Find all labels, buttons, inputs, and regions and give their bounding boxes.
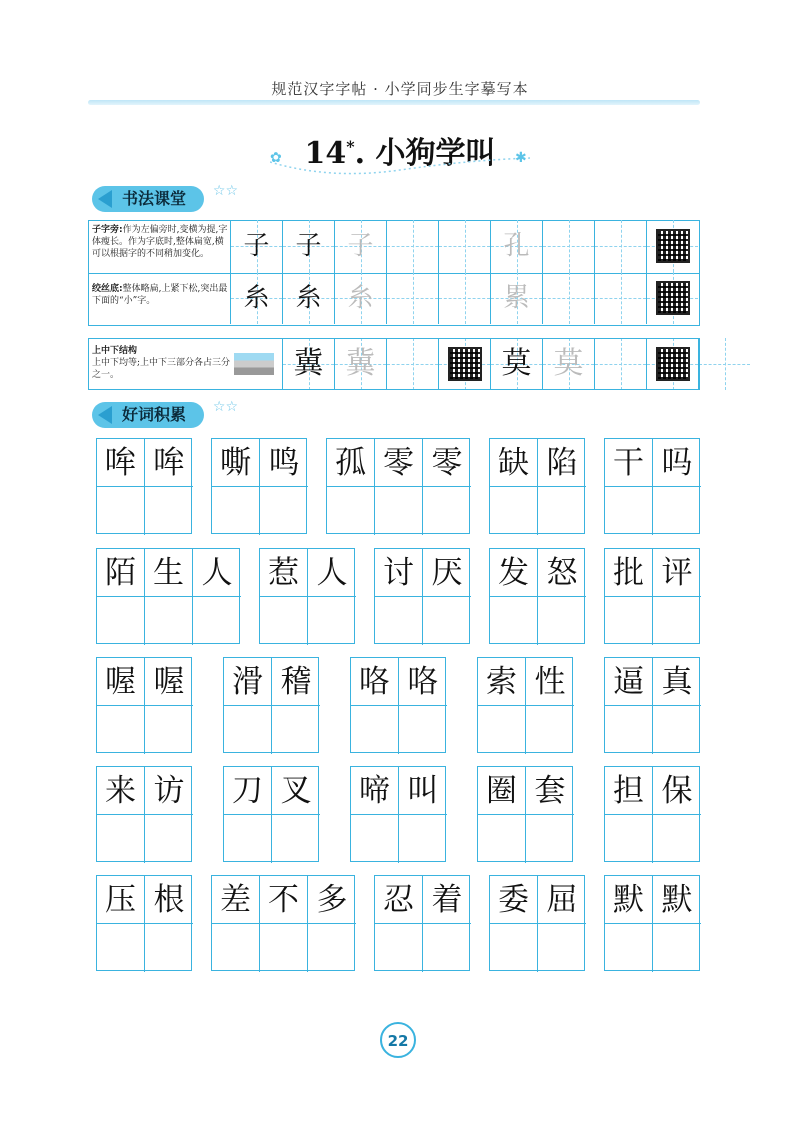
word-character: 担: [613, 773, 644, 809]
word-character: 真: [661, 664, 693, 700]
qr-code-icon[interactable]: [656, 281, 690, 315]
word-box: [489, 548, 585, 644]
writing-cell[interactable]: [145, 706, 193, 754]
writing-cell[interactable]: [308, 597, 356, 645]
practice-cell: [438, 272, 490, 324]
word-character: 啼: [359, 773, 390, 809]
stroke-table-row3: [88, 338, 700, 390]
writing-cell[interactable]: [212, 924, 260, 972]
word-character: 怒: [546, 555, 578, 591]
word-box: [604, 438, 700, 534]
word-character: 屈: [546, 882, 578, 918]
word-character: 忍: [383, 882, 414, 918]
word-character: 咯: [359, 664, 390, 700]
writing-cell[interactable]: [538, 487, 586, 535]
word-character: 套: [534, 773, 566, 809]
structure-diagram: [234, 353, 274, 375]
word-character: 着: [431, 882, 463, 918]
writing-cell[interactable]: [145, 815, 193, 863]
model-character: 糸: [295, 283, 322, 313]
desc-row2: 绞丝底:整体略扁,上紧下松,突出最下面的“小”字。: [92, 284, 228, 306]
lesson-number: 14: [304, 136, 347, 171]
writing-cell[interactable]: [605, 597, 653, 645]
word-character: 多: [316, 882, 348, 918]
practice-cell: [230, 220, 282, 272]
practice-cell: [594, 220, 646, 272]
model-character: 子: [243, 231, 270, 261]
writing-cell[interactable]: [97, 815, 145, 863]
word-character: 零: [383, 445, 414, 481]
word-character: 来: [105, 773, 136, 809]
word-box: [223, 657, 319, 753]
word-character: 生: [153, 555, 184, 591]
model-character: 子: [347, 231, 374, 261]
word-box: [374, 548, 470, 644]
writing-cell[interactable]: [351, 706, 399, 754]
practice-cell: [698, 338, 750, 390]
word-character: 批: [613, 555, 644, 591]
word-character: 喔: [153, 664, 185, 700]
word-character: 访: [153, 773, 185, 809]
writing-cell[interactable]: [375, 597, 423, 645]
word-character: 不: [268, 882, 299, 918]
practice-cell: [542, 272, 594, 324]
word-character: 陷: [546, 445, 578, 481]
writing-cell[interactable]: [490, 924, 538, 972]
word-character: 孤: [335, 445, 366, 481]
practice-cell: [386, 220, 438, 272]
word-box: [211, 875, 355, 971]
practice-cell: [334, 272, 386, 324]
practice-cell: [594, 272, 646, 324]
writing-cell[interactable]: [145, 487, 193, 535]
writing-cell[interactable]: [653, 597, 701, 645]
writing-cell[interactable]: [97, 487, 145, 535]
word-box: [326, 438, 470, 534]
word-box: [211, 438, 307, 534]
writing-cell[interactable]: [605, 924, 653, 972]
section-tab-calligraphy: [92, 183, 239, 212]
word-box: [223, 766, 319, 862]
writing-cell[interactable]: [375, 487, 423, 535]
practice-cell: [646, 272, 698, 324]
writing-cell[interactable]: [351, 815, 399, 863]
writing-cell[interactable]: [653, 815, 701, 863]
model-character: 糸: [243, 283, 270, 313]
model-character: 冀: [345, 346, 376, 381]
model-character: 糸: [347, 283, 374, 313]
word-character: 压: [105, 882, 136, 918]
page-number: 22: [380, 1022, 416, 1058]
writing-cell[interactable]: [653, 487, 701, 535]
word-box: [96, 438, 192, 534]
word-character: 默: [613, 882, 644, 918]
word-character: 发: [498, 555, 529, 591]
star-icon: ☆☆: [212, 183, 239, 199]
word-character: 差: [220, 882, 251, 918]
word-box: [604, 766, 700, 862]
writing-cell[interactable]: [224, 815, 272, 863]
word-character: 逼: [613, 664, 644, 700]
svg-text:✿: ✿: [270, 150, 282, 166]
writing-cell[interactable]: [308, 924, 356, 972]
word-character: 陌: [105, 555, 136, 591]
writing-cell[interactable]: [399, 815, 447, 863]
desc-row3: 上中下结构 上中下均等;上中下三部分各占三分之一。: [92, 346, 231, 380]
writing-cell[interactable]: [526, 815, 574, 863]
word-character: 喔: [105, 664, 136, 700]
writing-cell[interactable]: [605, 815, 653, 863]
word-character: 缺: [498, 445, 529, 481]
practice-cell: [230, 272, 282, 324]
section-tab-vocabulary: [92, 399, 239, 428]
writing-cell[interactable]: [478, 706, 526, 754]
word-character: 默: [661, 882, 693, 918]
writing-cell[interactable]: [375, 924, 423, 972]
writing-cell[interactable]: [212, 487, 260, 535]
word-box: [604, 875, 700, 971]
word-box: [489, 438, 585, 534]
writing-cell[interactable]: [399, 706, 447, 754]
practice-cell: [490, 272, 542, 324]
writing-cell[interactable]: [260, 487, 308, 535]
word-character: 叫: [407, 773, 439, 809]
word-character: 圈: [486, 773, 517, 809]
writing-cell[interactable]: [490, 597, 538, 645]
practice-cell: [282, 220, 334, 272]
practice-cell: [490, 220, 542, 272]
model-character: 累: [503, 283, 530, 313]
model-character: 孔: [503, 231, 530, 261]
word-character: 鸣: [268, 445, 300, 481]
writing-cell[interactable]: [145, 597, 193, 645]
word-character: 吗: [661, 445, 693, 481]
writing-cell[interactable]: [272, 706, 320, 754]
writing-cell[interactable]: [224, 706, 272, 754]
word-character: 索: [486, 664, 517, 700]
practice-cell: [438, 220, 490, 272]
lesson-name: . 小狗学叫: [354, 136, 496, 171]
word-character: 性: [534, 664, 566, 700]
word-box: [604, 548, 700, 644]
model-character: 子: [295, 231, 322, 261]
writing-cell[interactable]: [260, 597, 308, 645]
word-box: [96, 875, 192, 971]
practice-cell: [646, 220, 698, 272]
writing-cell[interactable]: [526, 706, 574, 754]
section-title: 书法课堂: [122, 189, 187, 208]
writing-cell[interactable]: [193, 597, 241, 645]
desc-row1: 子字旁:作为左偏旁时,变横为提,字体瘦长。作为字底时,整体扁宽,横可以根据字的不同稍加变化。: [92, 225, 228, 259]
word-character: 嘶: [220, 445, 251, 481]
writing-cell[interactable]: [327, 487, 375, 535]
word-character: 保: [661, 773, 693, 809]
decorative-dotted-line: [270, 150, 530, 180]
word-character: 哞: [153, 445, 185, 481]
lesson-star: *: [346, 137, 355, 156]
writing-cell[interactable]: [423, 487, 471, 535]
writing-cell[interactable]: [538, 924, 586, 972]
writing-cell[interactable]: [653, 706, 701, 754]
word-character: 刀: [232, 773, 263, 809]
word-box: [259, 548, 355, 644]
word-character: 人: [316, 555, 348, 591]
model-character: 莫: [553, 346, 584, 381]
word-character: 滑: [232, 664, 263, 700]
word-box: [477, 657, 573, 753]
writing-cell[interactable]: [145, 924, 193, 972]
word-character: 根: [153, 882, 185, 918]
header-title: 规范汉字字帖 · 小学同步生字摹写本: [271, 80, 529, 98]
word-character: 零: [431, 445, 463, 481]
word-character: 哞: [105, 445, 136, 481]
practice-cell: [334, 220, 386, 272]
word-character: 厌: [431, 555, 463, 591]
writing-cell[interactable]: [97, 706, 145, 754]
word-box: [477, 766, 573, 862]
word-character: 讨: [383, 555, 414, 591]
header-bar: [88, 100, 700, 105]
word-character: 惹: [268, 555, 299, 591]
model-character: 冀: [293, 346, 324, 381]
writing-cell[interactable]: [272, 815, 320, 863]
writing-cell[interactable]: [490, 487, 538, 535]
star-icon: ☆☆: [212, 399, 239, 415]
practice-cell: [542, 220, 594, 272]
word-character: 咯: [407, 664, 439, 700]
word-box: [489, 875, 585, 971]
word-box: [604, 657, 700, 753]
writing-cell[interactable]: [423, 597, 471, 645]
qr-code-icon[interactable]: [656, 229, 690, 263]
word-box: [96, 766, 192, 862]
writing-cell[interactable]: [653, 924, 701, 972]
word-character: 委: [498, 882, 529, 918]
word-character: 叉: [280, 773, 312, 809]
word-box: [350, 657, 446, 753]
writing-cell[interactable]: [605, 706, 653, 754]
practice-cell: [282, 272, 334, 324]
word-box: [96, 548, 240, 644]
word-character: 稽: [280, 664, 312, 700]
writing-cell[interactable]: [478, 815, 526, 863]
word-character: 干: [613, 445, 644, 481]
svg-text:✱: ✱: [515, 150, 527, 166]
writing-cell[interactable]: [538, 597, 586, 645]
writing-cell[interactable]: [260, 924, 308, 972]
word-box: [96, 657, 192, 753]
model-character: 莫: [501, 346, 532, 381]
writing-cell[interactable]: [97, 924, 145, 972]
writing-cell[interactable]: [97, 597, 145, 645]
word-character: 评: [661, 555, 693, 591]
word-box: [350, 766, 446, 862]
practice-cell: [386, 272, 438, 324]
word-box: [374, 875, 470, 971]
writing-cell[interactable]: [605, 487, 653, 535]
writing-cell[interactable]: [423, 924, 471, 972]
section-title: 好词积累: [122, 405, 187, 424]
word-character: 人: [201, 555, 233, 591]
